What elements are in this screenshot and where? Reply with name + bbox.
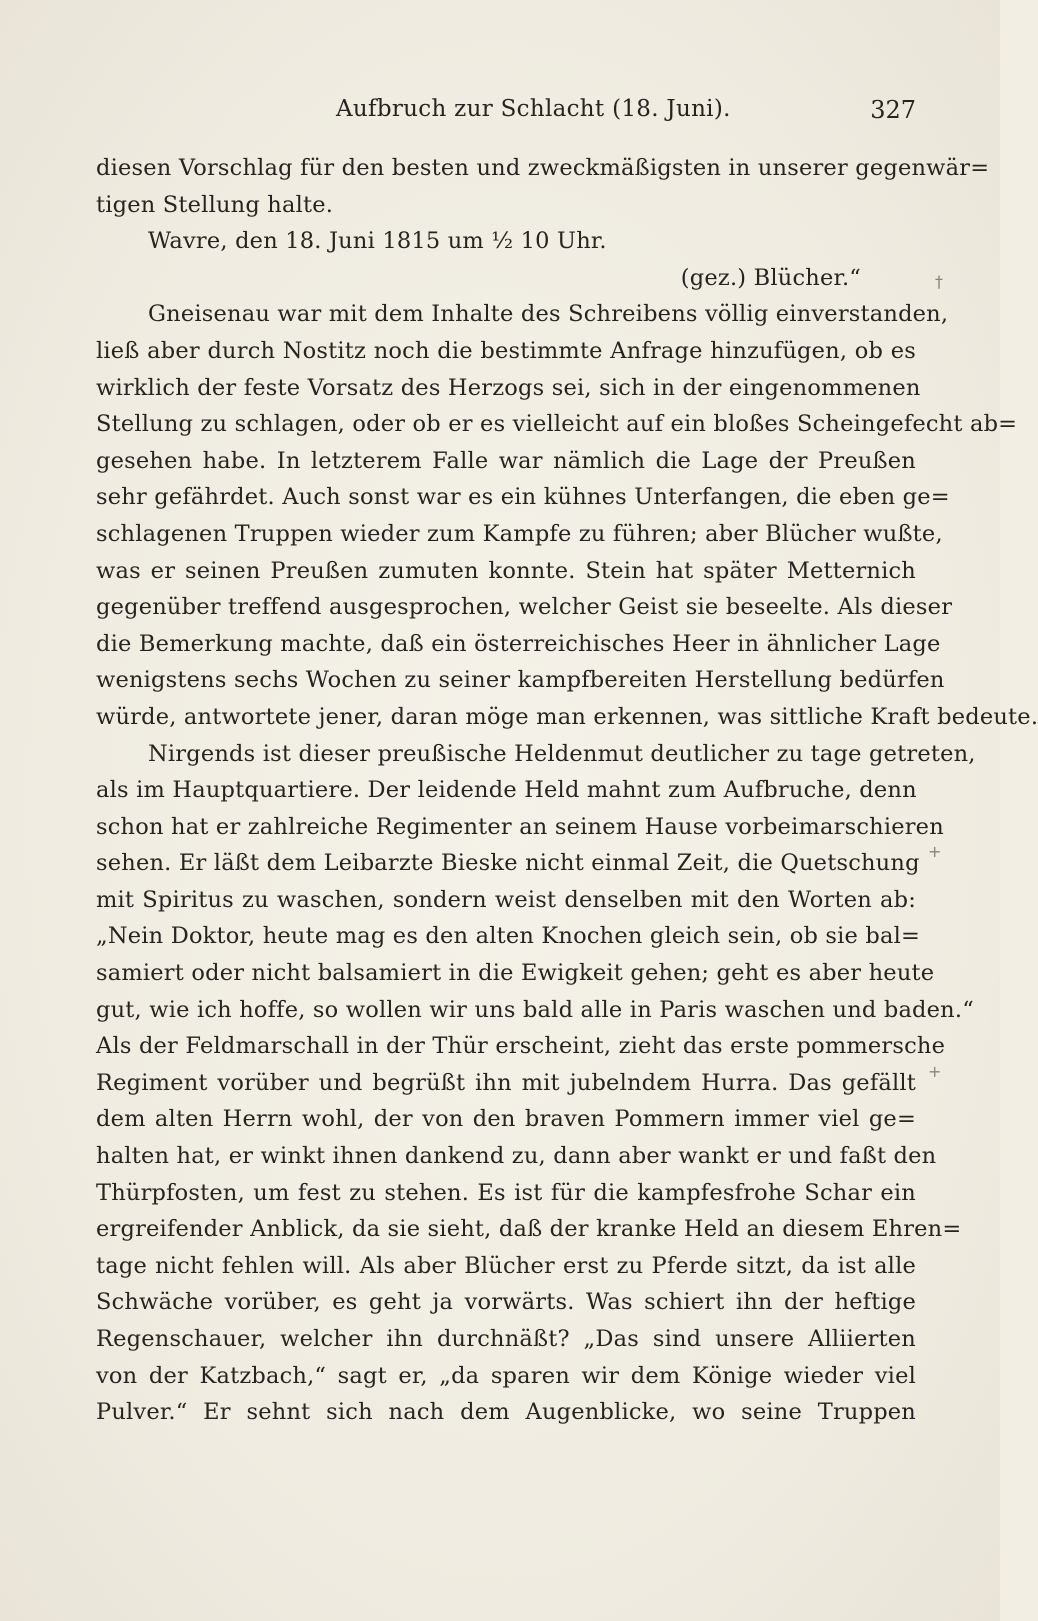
signature-line: (gez.) Blücher.“ [680,264,861,291]
text-line: Nirgends ist dieser preußische Heldenmut deutlicher zu tage getreten, [148,740,976,767]
margin-mark: + [928,842,942,861]
text-line: was er seinen Preußen zumuten konnte. Stein hat später Metternich [96,557,916,584]
text-line: sehr gefährdet. Auch sonst war es ein kühnes Unterfangen, die eben ge= [96,484,950,511]
margin-mark: † [935,272,943,291]
text-line: dem alten Herrn wohl, der von den braven Pommern immer viel ge= [96,1106,916,1133]
text-line: sehen. Er läßt dem Leibarzte Bieske nicht einmal Zeit, die Quetschung [96,850,920,877]
text-line: Gneisenau war mit dem Inhalte des Schreibens völlig einverstanden, [148,301,949,328]
text-line: Stellung zu schlagen, oder ob er es vielleicht auf ein bloßes Scheingefecht ab= [96,411,1018,438]
text-line: als im Hauptquartiere. Der leidende Held mahnt zum Aufbruche, denn [96,777,917,804]
text-line: wirklich der feste Vorsatz des Herzogs sei, sich in der eingenommenen [96,374,921,401]
running-title: Aufbruch zur Schlacht (18. Juni). [336,96,731,122]
text-line: halten hat, er winkt ihnen dankend zu, dann aber wankt er und faßt den [96,1143,937,1170]
text-line: schlagenen Truppen wieder zum Kampfe zu führen; aber Blücher wußte, [96,520,943,547]
text-line: mit Spiritus zu waschen, sondern weist denselben mit den Worten ab: [96,886,916,913]
dateline: Wavre, den 18. Juni 1815 um ½ 10 Uhr. [148,228,607,255]
text-line: Regiment vorüber und begrüßt ihn mit jubelndem Hurra. Das gefällt [96,1069,916,1096]
text-line: von der Katzbach,“ sagt er, „da sparen wir dem Könige wieder viel [96,1362,916,1389]
text-line: tage nicht fehlen will. Als aber Blücher erst zu Pferde sitzt, da ist alle [96,1252,916,1279]
text-line: Regenschauer, welcher ihn durchnäßt? „Das sind unsere Alliierten [96,1326,916,1352]
page-header [96,96,916,136]
text-line: die Bemerkung machte, daß ein österreichisches Heer in ähnlicher Lage [96,630,941,657]
text-line: samiert oder nicht balsamiert in die Ewigkeit gehen; geht es aber heute [96,960,935,987]
text-line: ließ aber durch Nostitz noch die bestimmte Anfrage hinzufügen, ob es [96,337,916,364]
text-line: diesen Vorschlag für den besten und zweckmäßigsten in unserer gegenwär= [96,155,990,181]
text-line: würde, antwortete jener, daran möge man erkennen, was sittliche Kraft bedeute. [96,703,1038,730]
body-text [96,150,1038,1431]
text-line: gegenüber treffend ausgesprochen, welcher Geist sie beseelte. Als dieser [96,594,953,621]
margin-mark: + [928,1062,942,1081]
text-line: Als der Feldmarschall in der Thür erscheint, zieht das erste pommersche [96,1033,946,1060]
text-line: ergreifender Anblick, da sie sieht, daß der kranke Held an diesem Ehren= [96,1216,962,1243]
text-line: „Nein Doktor, heute mag es den alten Knochen gleich sein, ob sie bal= [96,923,921,950]
page-number: 327 [870,96,916,124]
text-line: gut, wie ich hoffe, so wollen wir uns bald alle in Paris waschen und baden.“ [96,996,974,1023]
text-line: Thürpfosten, um fest zu stehen. Es ist für die kampfesfrohe Schar ein [96,1179,916,1206]
text-line: Schwäche vorüber, es geht ja vorwärts. Was schiert ihn der heftige [96,1289,916,1316]
text-line: gesehen habe. In letzterem Falle war nämlich die Lage der Preußen [96,447,916,474]
text-line: wenigstens sechs Wochen zu seiner kampfbereiten Herstellung bedürfen [96,667,945,694]
text-line: tigen Stellung halte. [96,191,334,218]
text-line: schon hat er zahlreiche Regimenter an seinem Hause vorbeimarschieren [96,813,944,840]
text-line: Pulver.“ Er sehnt sich nach dem Augenblicke, wo seine Truppen [96,1399,916,1426]
